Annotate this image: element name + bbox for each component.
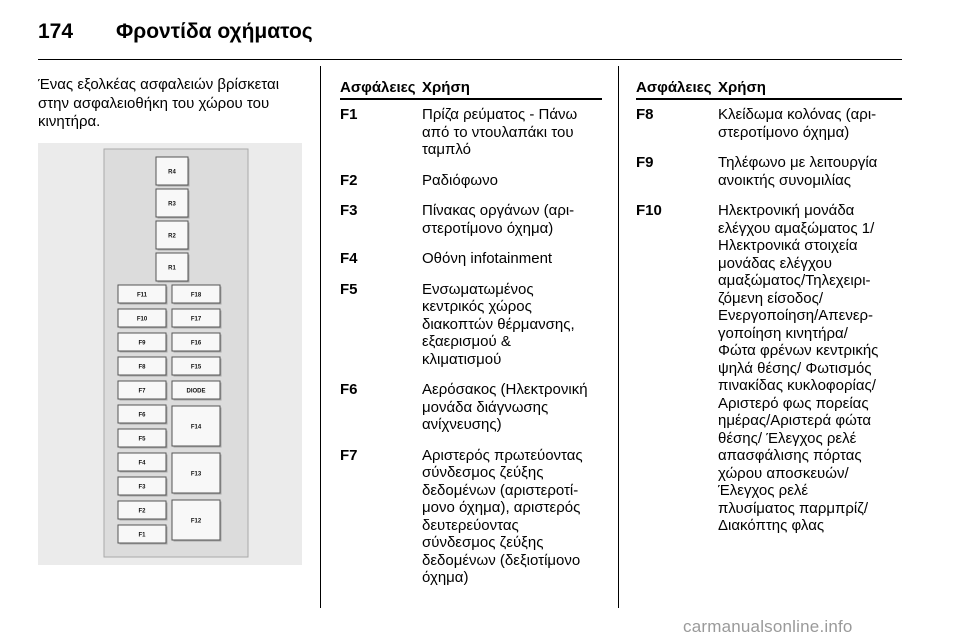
fuse-use	[718, 202, 902, 535]
fuse-use-line: Ενεργοποίηση/Απενερ-	[718, 307, 874, 324]
intro-text: Ένας εξολκέας ασφαλειών βρίσκεται στην ασφαλειοθήκη του χώρου του κινητήρα.	[38, 76, 280, 130]
fuse-use-line: κεντρικός χώρος	[422, 298, 532, 315]
table-header	[340, 79, 602, 100]
fuse-use-line: Ραδιόφωνο	[422, 171, 498, 189]
table-row	[340, 381, 602, 434]
fuse-use-line: Κλείδωμα κολόνας (αρι-	[718, 106, 877, 123]
fuse-use-line: ταμπλό	[422, 141, 471, 158]
fuse-use-line: μονάδα διάγνωσης	[422, 398, 549, 416]
fuse-id: F6	[340, 381, 358, 398]
fuse-slot-label: F13	[190, 471, 202, 478]
table-row	[340, 250, 602, 268]
watermark: carmanualsonline.info	[683, 617, 853, 636]
fuse-slot-label: F8	[138, 364, 146, 371]
fuse-use-line: στεροτίμονο όχημα)	[422, 219, 554, 237]
header-use: Χρήση	[718, 79, 766, 96]
fuse-id: F5	[340, 280, 358, 298]
table-row	[340, 202, 602, 237]
fuse-use-line: Τηλέφωνο με λειτουργία	[718, 154, 878, 171]
fuse-table-1	[340, 79, 602, 587]
fuse-rows	[636, 106, 902, 535]
fuse-use-line: θέσης/ Έλεγχος ρελέ	[718, 429, 857, 447]
fuse-slot-label: F6	[138, 412, 146, 419]
fuse-slot-label: F9	[138, 340, 146, 347]
fuse-id: F3	[340, 202, 358, 219]
fuse-use-line: χώρου αποσκευών/	[718, 464, 849, 482]
fuse-id: F8	[636, 106, 654, 123]
table-row	[636, 202, 902, 535]
header-fuse: Ασφάλειες	[340, 79, 416, 96]
fuse-use-line: εξαερισμού &	[422, 333, 511, 350]
fuse-id: F7	[340, 446, 358, 464]
fuse-use-line: Αριστερός πρωτεύοντας	[422, 446, 583, 464]
fuse-rows	[340, 106, 602, 587]
fuse-slot-label: F17	[190, 316, 202, 323]
fuse-id: F1	[340, 106, 358, 123]
fuse-id: F9	[636, 154, 654, 171]
fuse-use	[422, 447, 602, 587]
fuse-use	[422, 381, 602, 434]
fuse-use-line: Αριστερό φως πορείας	[718, 394, 869, 412]
fuse-use-line: Διακόπτης φλας	[718, 517, 825, 534]
fuse-slot-label: R4	[168, 169, 176, 176]
fuse-slot-label: R2	[168, 233, 176, 240]
fuse-use-line: ψηλά θέσης/ Φωτισμός	[718, 359, 872, 377]
fuse-use-line: Αερόσακος (Ηλεκτρονική	[422, 381, 588, 398]
fuse-use-line: δεδομένων (δεξιοτίμονο	[422, 551, 581, 569]
fuse-use-line: δευτερεύοντας	[422, 516, 519, 534]
fuse-slot-label: DIODE	[186, 388, 206, 395]
fuse-use-line: στεροτίμονο όχημα)	[718, 123, 850, 141]
fuse-use-line: δεδομένων (αριστεροτί-	[422, 481, 579, 499]
fuse-use-line: ημέρας/Αριστερά φώτα	[718, 412, 871, 429]
table-row	[340, 172, 602, 190]
fuse-slot-label: F4	[138, 460, 146, 467]
fuse-slot-label: F5	[138, 436, 146, 443]
column-divider-1	[320, 66, 321, 608]
fuse-use-line: απασφάλισης πόρτας	[718, 447, 862, 464]
fusebox-diagram	[38, 143, 302, 565]
fuse-use-line: μονάδας ελέγχου	[718, 254, 832, 272]
fuse-slot-label: F7	[138, 388, 146, 395]
fuse-use-line: από το ντουλαπάκι του	[422, 123, 574, 141]
fuse-slot-label: F1	[138, 532, 146, 539]
fuse-slot-label: F11	[136, 292, 148, 299]
fuse-slot-label: R3	[168, 201, 176, 208]
fuse-use-line: σύνδεσμος ζεύξης	[422, 464, 544, 481]
column-divider-2	[618, 66, 619, 608]
page-title: Φροντίδα οχήματος	[116, 20, 313, 43]
fuse-use	[718, 106, 902, 141]
fuse-use-line: Έλεγχος ρελέ	[718, 482, 809, 499]
fuse-use-line: διακοπτών θέρμανσης,	[422, 315, 575, 333]
table-row	[636, 106, 902, 141]
fuse-id: F4	[340, 250, 358, 267]
table-row	[340, 106, 602, 159]
fuse-use-line: γοποίηση κινητήρα/	[718, 324, 848, 342]
fuse-table-2	[636, 79, 902, 535]
header-rule	[38, 59, 902, 60]
table-row	[340, 447, 602, 587]
fuse-use	[718, 154, 902, 189]
fuse-use-line: Ηλεκτρονική μονάδα	[718, 202, 855, 219]
table-header	[636, 79, 902, 100]
fuse-slot-label: F16	[190, 340, 202, 347]
fuse-slot-label: F3	[138, 484, 146, 491]
fuse-use-line: ελέγχου αμαξώματος 1/	[718, 219, 875, 237]
fuse-use-line: Πρίζα ρεύματος - Πάνω	[422, 106, 578, 123]
fuse-id: F10	[636, 202, 662, 219]
table-row	[340, 281, 602, 369]
fuse-slot-label: F12	[190, 518, 202, 525]
fuse-use-line: όχημα)	[422, 569, 469, 586]
fuse-use	[422, 281, 602, 369]
fuse-use	[422, 202, 602, 237]
page-number: 174	[38, 20, 74, 43]
fuse-use-line: Ηλεκτρονικά στοιχεία	[718, 237, 858, 254]
fuse-id: F2	[340, 171, 358, 189]
fuse-use	[422, 172, 602, 190]
fuse-use	[422, 250, 602, 268]
fuse-use-line: αμαξώματος/Τηλεχειρι-	[718, 272, 871, 289]
fuse-use-line: κλιματισμού	[422, 350, 502, 368]
fuse-slot-label: R1	[168, 265, 176, 272]
fuse-slot-label: F15	[190, 364, 202, 371]
fuse-use-line: ζόμενη είσοδος/	[718, 289, 823, 307]
fuse-use-line: Ενσωματωμένος	[422, 280, 534, 298]
fuse-slot-label: F14	[190, 424, 202, 431]
header-fuse: Ασφάλειες	[636, 79, 712, 96]
fuse-slot-label: F2	[138, 508, 146, 515]
fuse-use-line: μονο όχημα), αριστερός	[422, 499, 581, 516]
fuse-use-line: Πίνακας οργάνων (αρι-	[422, 202, 575, 219]
fuse-slot-label: F10	[136, 316, 148, 323]
fuse-slot-label: F18	[190, 292, 202, 299]
header-use: Χρήση	[422, 79, 470, 96]
fuse-use-line: Φώτα φρένων κεντρικής	[718, 342, 879, 359]
table-row	[636, 154, 902, 189]
fuse-use-line: Οθόνη infotainment	[422, 250, 553, 267]
fusebox-illustration	[38, 143, 302, 565]
fuse-use-line: πλυσίματος παρμπρίζ/	[718, 499, 869, 517]
fuse-use	[422, 106, 602, 159]
fuse-use-line: ανοικτής συνομιλίας	[718, 171, 852, 189]
fuse-use-line: πινακίδας κυκλοφορίας/	[718, 377, 876, 394]
fuse-use-line: σύνδεσμος ζεύξης	[422, 534, 544, 551]
fuse-use-line: ανίχνευσης)	[422, 416, 502, 433]
